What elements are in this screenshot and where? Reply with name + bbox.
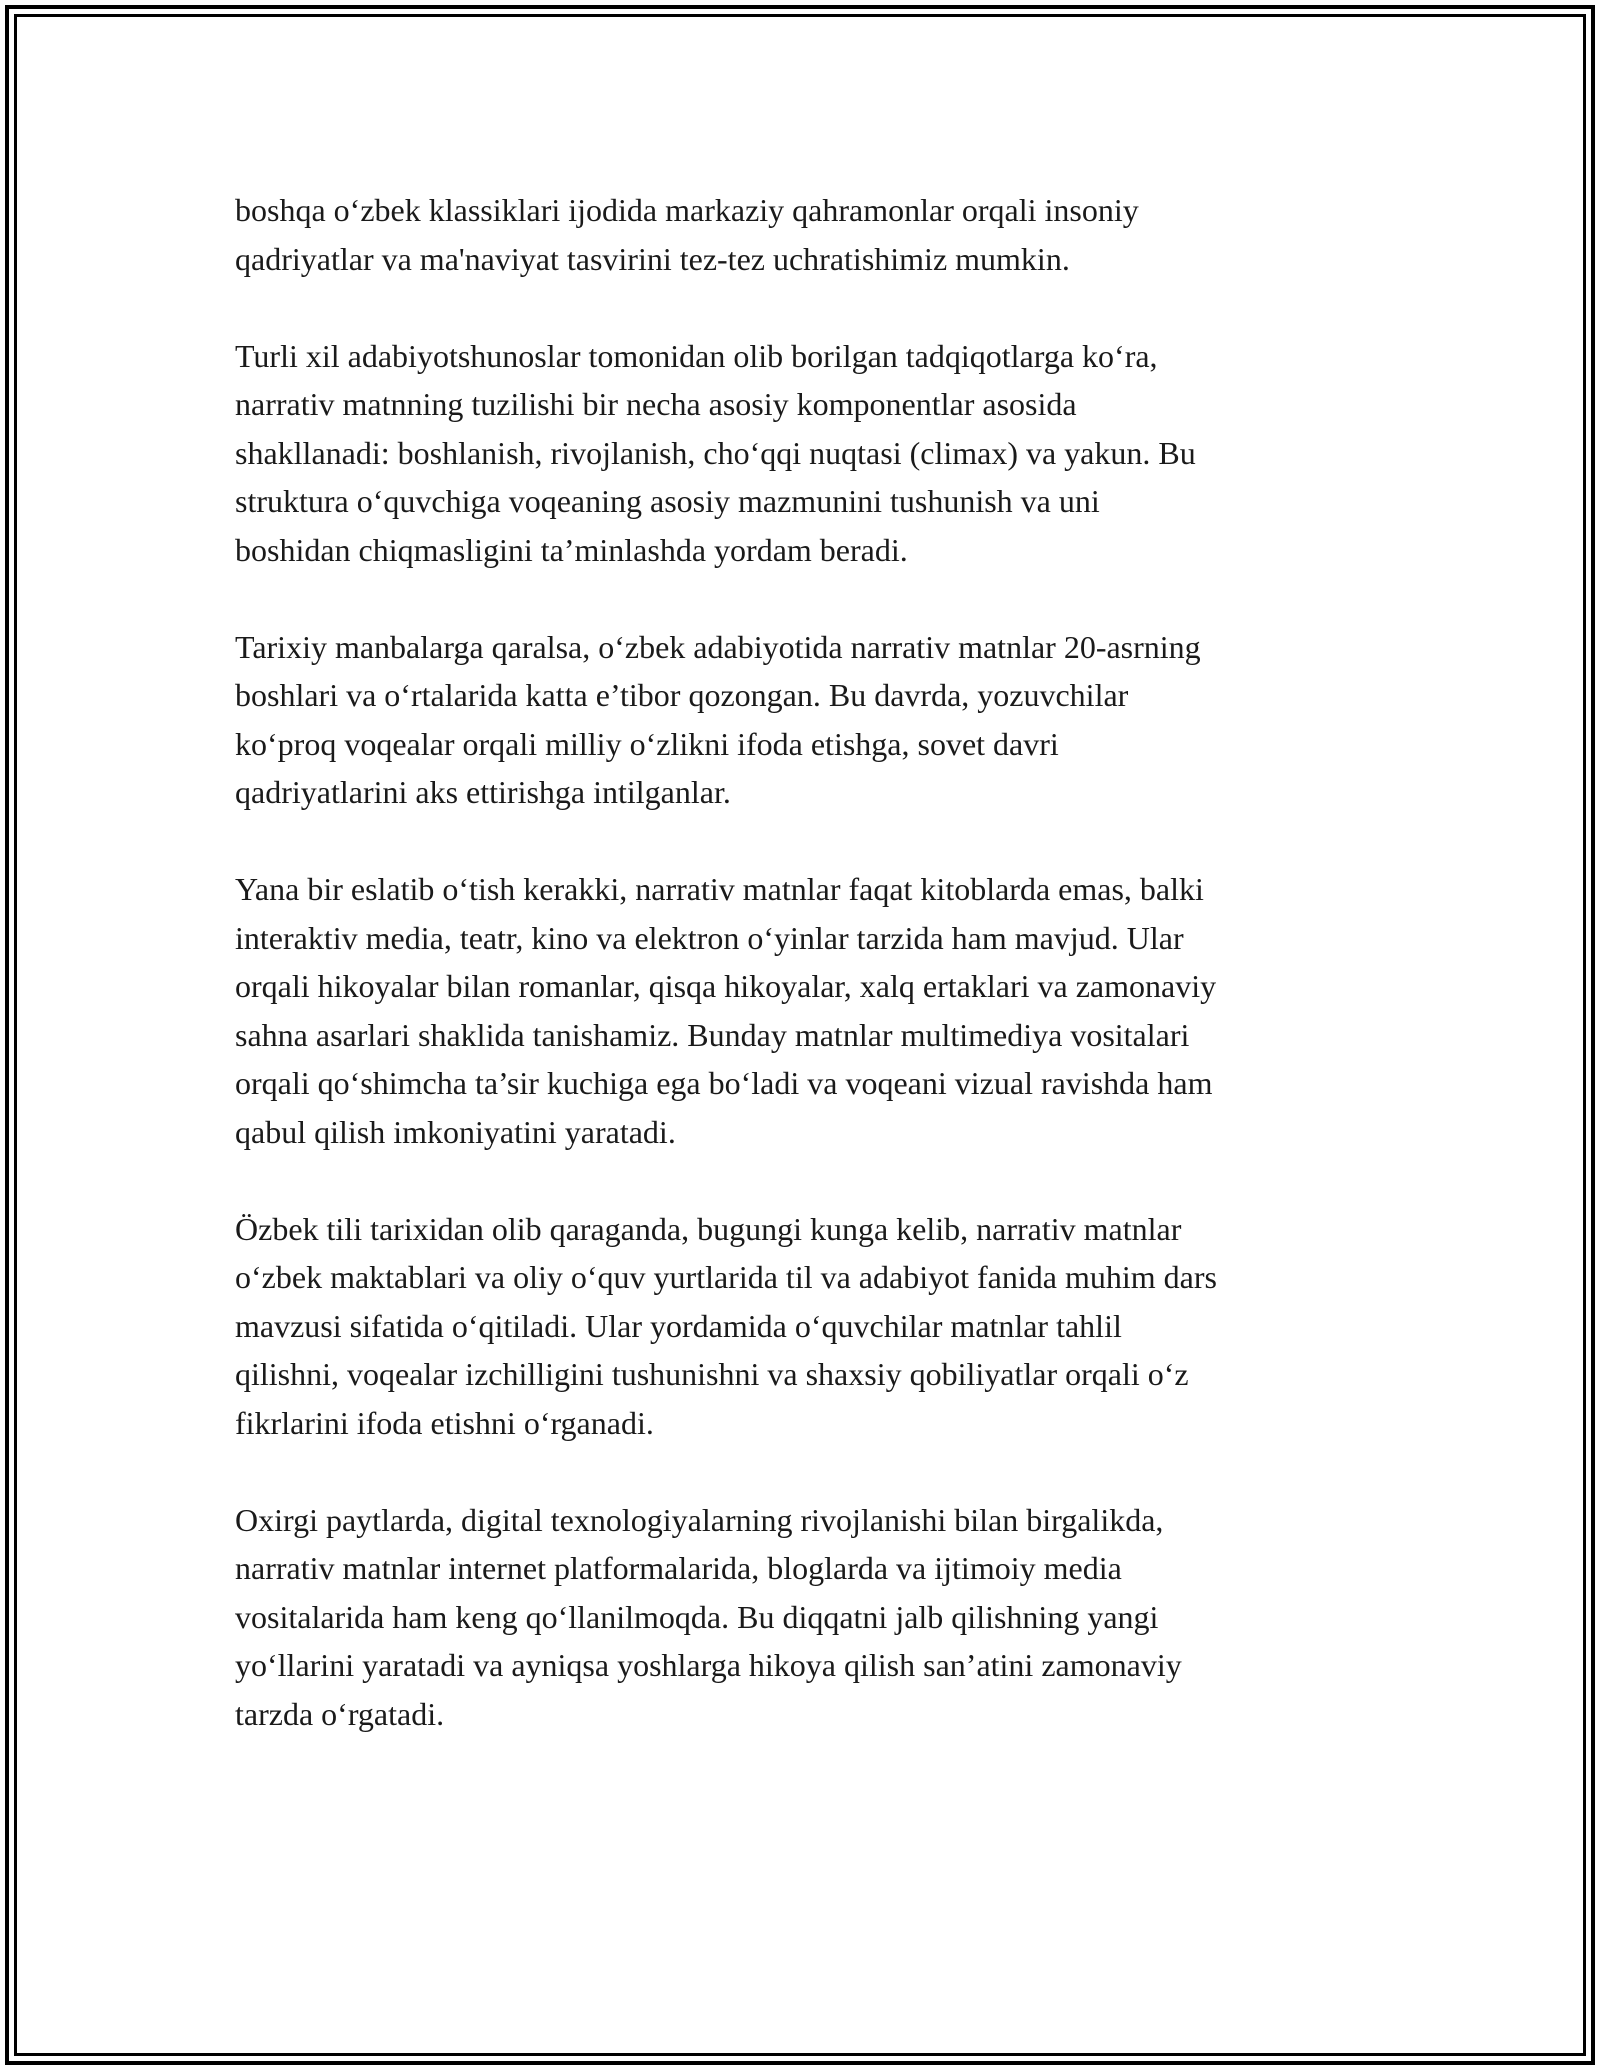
paragraph — [235, 186, 1375, 283]
text-line: Tarixiy manbalarga qaralsa, o‘zbek adabiyotida narrativ matnlar 20-asrning — [235, 628, 1201, 665]
paragraph — [235, 1205, 1375, 1448]
text-line: tarzda o‘rgatadi. — [235, 1695, 445, 1732]
paragraph — [235, 1496, 1375, 1739]
text-line: sahna asarlari shaklida tanishamiz. Bunday matnlar multimediya vositalari — [235, 1016, 1190, 1053]
text-line: interaktiv media, teatr, kino va elektron o‘yinlar tarzida ham mavjud. Ular — [235, 919, 1184, 956]
text-line: yo‘llarini yaratadi va ayniqsa yoshlarga hikoya qilish san’atini zamonaviy — [235, 1647, 1182, 1683]
text-line: struktura o‘quvchiga voqeaning asosiy mazmunini tushunish va uni — [235, 483, 1100, 519]
text-line: narrativ matnlar internet platformalarida, bloglarda va ijtimoiy media — [235, 1550, 1122, 1586]
text-line: narrativ matnning tuzilishi bir necha asosiy komponentlar asosida — [235, 386, 1077, 422]
text-line: ko‘proq voqealar orqali milliy o‘zlikni ifoda etishga, sovet davri — [235, 725, 1059, 762]
text-line: orqali hikoyalar bilan romanlar, qisqa hikoyalar, xalq ertaklari va zamonaviy — [235, 968, 1217, 1004]
text-line: qabul qilish imkoniyatini yaratadi. — [235, 1113, 676, 1150]
text-line: mavzusi sifatida o‘qitiladi. Ular yordamida o‘quvchilar matnlar tahlil — [235, 1307, 1122, 1344]
text-line: Turli xil adabiyotshunoslar tomonidan olib borilgan tadqiqotlarga ko‘ra, — [235, 337, 1158, 374]
text-line: qilishni, voqealar izchilligini tushunishni va shaxsiy qobiliyatlar orqali o‘z — [235, 1356, 1189, 1392]
text-line: Yana bir eslatib o‘tish kerakki, narrativ matnlar faqat kitoblarda emas, balki — [235, 871, 1204, 907]
text-line: vositalarida ham keng qo‘llanilmoqda. Bu diqqatni jalb qilishning yangi — [235, 1598, 1159, 1635]
text-line: boshidan chiqmasligini ta’minlashda yordam beradi. — [235, 531, 908, 568]
text-line: Özbek tili tarixidan olib qaraganda, bugungi kunga kelib, narrativ matnlar — [235, 1210, 1182, 1247]
text-line: Oxirgi paytlarda, digital texnologiyalarning rivojlanishi bilan birgalikda, — [235, 1501, 1164, 1538]
text-line: qadriyatlar va ma'naviyat tasvirini tez-tez uchratishimiz mumkin. — [235, 240, 1070, 277]
text-line: o‘zbek maktablari va oliy o‘quv yurtlarida til va adabiyot fanida muhim dars — [235, 1259, 1217, 1295]
text-line: orqali qo‘shimcha ta’sir kuchiga ega bo‘ladi va voqeani vizual ravishda ham — [235, 1065, 1213, 1101]
text-line: shakllanadi: boshlanish, rivojlanish, cho‘qqi nuqtasi (climax) va yakun. Bu — [235, 434, 1196, 471]
text-line: boshqa o‘zbek klassiklari ijodida markaziy qahramonlar orqali insoniy — [235, 192, 1139, 228]
document-body — [235, 186, 1375, 1738]
text-line: qadriyatlarini aks ettirishga intilganlar. — [235, 774, 731, 810]
text-line: fikrlarini ifoda etishni o‘rganadi. — [235, 1404, 654, 1441]
paragraph — [235, 623, 1375, 817]
paragraph — [235, 332, 1375, 575]
paragraph — [235, 865, 1375, 1156]
text-line: boshlari va o‘rtalarida katta e’tibor qozongan. Bu davrda, yozuvchilar — [235, 677, 1129, 713]
